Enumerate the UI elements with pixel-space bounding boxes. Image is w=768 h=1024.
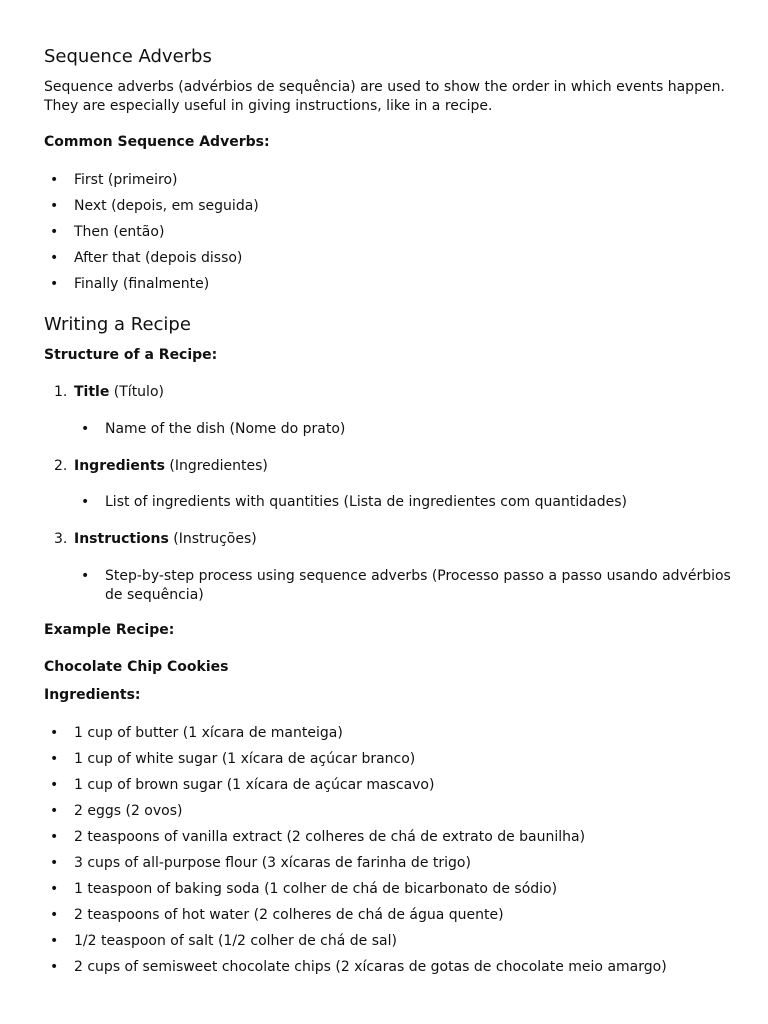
list-item: • 1 cup of brown sugar (1 xícara de açúcar mascavo) <box>74 776 667 802</box>
step-1-details <box>105 420 735 439</box>
step-number: 2. <box>54 458 68 474</box>
step-title: Title <box>74 384 110 400</box>
list-item: • List of ingredients with quantities (Lista de ingredientes com quantidades) <box>105 493 735 512</box>
list-item: • 1/2 teaspoon of salt (1/2 colher de chá de sal) <box>74 932 667 958</box>
step-number: 3. <box>54 531 68 547</box>
list-item: • 1 cup of white sugar (1 xícara de açúcar branco) <box>74 750 667 776</box>
step-title-translation: (Instruções) <box>168 531 257 547</box>
list-item: • 2 cups of semisweet chocolate chips (2 xícaras de gotas de chocolate meio amargo) <box>74 958 667 984</box>
list-item: • Name of the dish (Nome do prato) <box>105 420 735 439</box>
writing-recipe-heading: Writing a Recipe <box>44 314 191 335</box>
list-item: • Step-by-step process using sequence adverbs (Processo passo a passo usando advérbios de sequência) <box>105 567 735 605</box>
list-item: • Next (depois, em seguida) <box>74 197 259 223</box>
adverbs-list <box>74 171 259 301</box>
common-adverbs-label: Common Sequence Adverbs: <box>44 134 270 150</box>
structure-label: Structure of a Recipe: <box>44 347 218 363</box>
example-recipe-label: Example Recipe: <box>44 622 175 638</box>
list-item: • 1 teaspoon of baking soda (1 colher de chá de bicarbonato de sódio) <box>74 880 667 906</box>
list-item: • 3 cups of all-purpose flour (3 xícaras de farinha de trigo) <box>74 854 667 880</box>
recipe-name: Chocolate Chip Cookies <box>44 659 229 675</box>
step-title-translation: (Ingredientes) <box>164 458 268 474</box>
list-item: • Then (então) <box>74 223 259 249</box>
step-3-details <box>105 567 735 605</box>
list-item: • 2 teaspoons of hot water (2 colheres de chá de água quente) <box>74 906 667 932</box>
list-item: • Finally (finalmente) <box>74 275 259 301</box>
list-item: • 1 cup of butter (1 xícara de manteiga) <box>74 724 667 750</box>
structure-step-1 <box>54 383 164 402</box>
step-title-translation: (Título) <box>109 384 164 400</box>
list-item: • 2 teaspoons of vanilla extract (2 colheres de chá de extrato de baunilha) <box>74 828 667 854</box>
structure-step-3 <box>54 530 257 549</box>
list-item: • 2 eggs (2 ovos) <box>74 802 667 828</box>
structure-step-2 <box>54 457 268 476</box>
step-number: 1. <box>54 384 68 400</box>
step-title: Instructions <box>74 531 169 547</box>
step-2-details <box>105 493 735 512</box>
step-title: Ingredients <box>74 458 165 474</box>
list-item: • First (primeiro) <box>74 171 259 197</box>
ingredients-list <box>74 724 667 984</box>
list-item: • After that (depois disso) <box>74 249 259 275</box>
ingredients-label: Ingredients: <box>44 687 141 703</box>
sequence-adverbs-heading: Sequence Adverbs <box>44 46 212 67</box>
intro-paragraph: Sequence adverbs (advérbios de sequência) are used to show the order in which events happen. They are especially useful in giving instructions, like in a recipe. <box>44 79 725 114</box>
